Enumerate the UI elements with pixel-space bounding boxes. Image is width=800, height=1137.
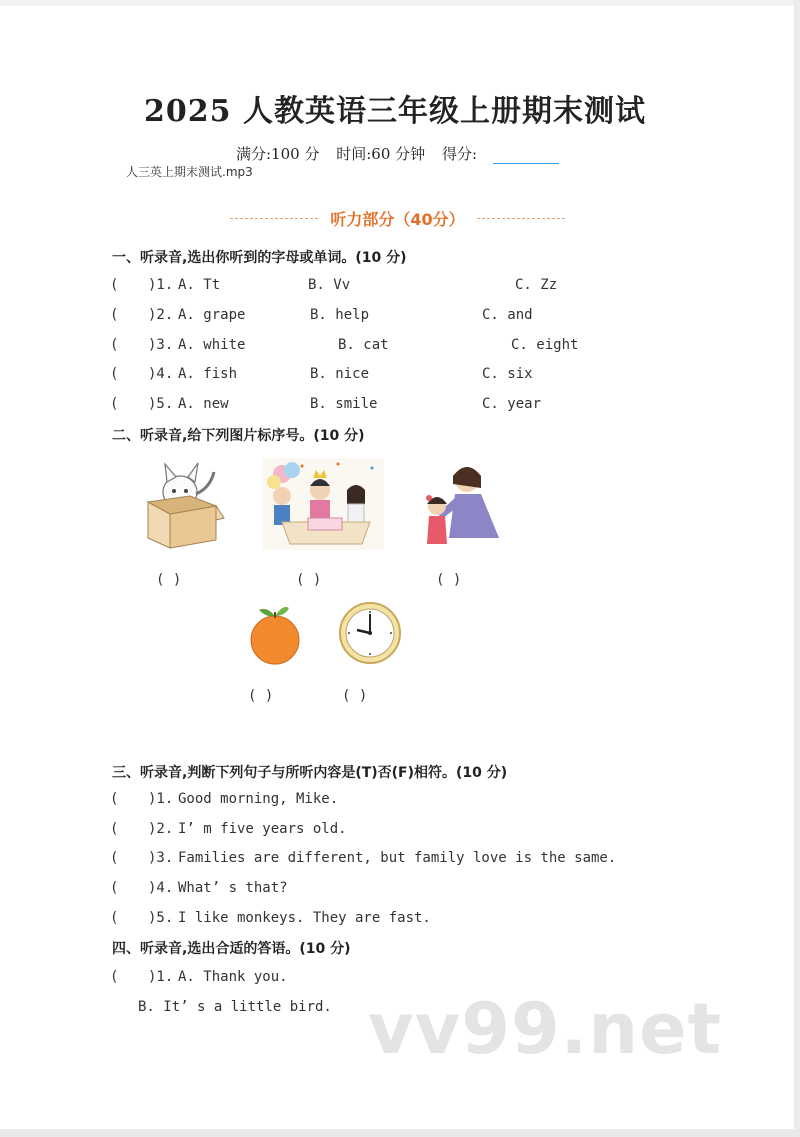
statement: Good morning, Mike. (178, 791, 339, 807)
answer-paren[interactable]: ( (110, 366, 144, 382)
question-1-title: 一、听录音,选出你听到的字母或单词。(10 分) (112, 250, 407, 266)
answer-paren[interactable]: ( (110, 307, 144, 323)
option-b: B. Vv (308, 277, 351, 293)
item-number: )1. (148, 969, 174, 985)
full-score: 满分:100 分 (236, 145, 320, 163)
picture-answer-paren[interactable]: ( ) (296, 572, 322, 588)
item-number: )5. (148, 396, 174, 412)
mother-and-girl-picture (415, 458, 509, 550)
page-edge (0, 1129, 800, 1137)
exam-meta (236, 143, 571, 164)
option-a: A. new (178, 396, 229, 412)
answer-paren[interactable]: ( (110, 910, 144, 926)
item-number: )1. (148, 791, 174, 807)
picture-answer-paren[interactable]: ( ) (156, 572, 182, 588)
statement: I like monkeys. They are fast. (178, 910, 431, 926)
statement: Families are different, but family love is the same. (178, 850, 617, 866)
picture-answer-paren[interactable]: ( ) (342, 688, 368, 704)
option-c: C. and (482, 307, 533, 323)
answer-paren[interactable]: ( (110, 969, 144, 985)
statement: What’ s that? (178, 880, 288, 896)
audio-file-link[interactable]: 人三英上期末测试.mp3 (126, 165, 253, 179)
statement: I’ m five years old. (178, 821, 347, 837)
option-b: B. cat (338, 337, 389, 353)
item-number: )1. (148, 277, 174, 293)
page-edge (0, 0, 800, 6)
option-a: A. Thank you. (178, 969, 288, 985)
score-label: 得分: (441, 145, 477, 163)
watermark: vv99.net (368, 988, 723, 1070)
picture-answer-paren[interactable]: ( ) (436, 572, 462, 588)
answer-paren[interactable]: ( (110, 337, 144, 353)
listening-section-header (230, 206, 565, 230)
item-number: )2. (148, 307, 174, 323)
orange-picture (245, 600, 307, 668)
cat-in-box-picture (140, 458, 226, 550)
answer-paren[interactable]: ( (110, 277, 144, 293)
option-c: C. eight (511, 337, 579, 353)
item-number: )4. (148, 366, 174, 382)
option-a: A. Tt (178, 277, 221, 293)
answer-paren[interactable]: ( (110, 396, 144, 412)
answer-paren[interactable]: ( (110, 791, 144, 807)
page-scrollbar-edge (794, 0, 800, 1137)
answer-paren[interactable]: ( (110, 850, 144, 866)
item-number: )3. (148, 337, 174, 353)
item-number: )3. (148, 850, 174, 866)
divider (477, 218, 565, 219)
item-number: )2. (148, 821, 174, 837)
option-c: C. year (482, 396, 542, 412)
birthday-party-picture (262, 458, 384, 550)
option-b: B. smile (310, 396, 378, 412)
option-c: C. Zz (515, 277, 558, 293)
option-b: B. help (310, 307, 370, 323)
option-c: C. six (482, 366, 533, 382)
clock-picture (337, 600, 403, 666)
option-b: B. It’ s a little bird. (138, 999, 332, 1015)
item-number: )4. (148, 880, 174, 896)
option-b: B. nice (310, 366, 370, 382)
answer-paren[interactable]: ( (110, 880, 144, 896)
option-a: A. fish (178, 366, 238, 382)
answer-paren[interactable]: ( (110, 821, 144, 837)
option-a: A. grape (178, 307, 246, 323)
item-number: )5. (148, 910, 174, 926)
question-4-title: 四、听录音,选出合适的答语。(10 分) (112, 941, 351, 957)
option-a: A. white (178, 337, 246, 353)
section-title: 听力部分（40分） (330, 210, 465, 229)
question-3-title: 三、听录音,判断下列句子与所听内容是(T)否(F)相符。(10 分) (112, 765, 508, 781)
picture-answer-paren[interactable]: ( ) (248, 688, 274, 704)
page-title: 2025 人教英语三年级上册期末测试 (144, 94, 646, 129)
score-blank[interactable] (493, 149, 559, 164)
question-2-title: 二、听录音,给下列图片标序号。(10 分) (112, 428, 365, 444)
time-limit: 时间:60 分钟 (336, 145, 426, 163)
